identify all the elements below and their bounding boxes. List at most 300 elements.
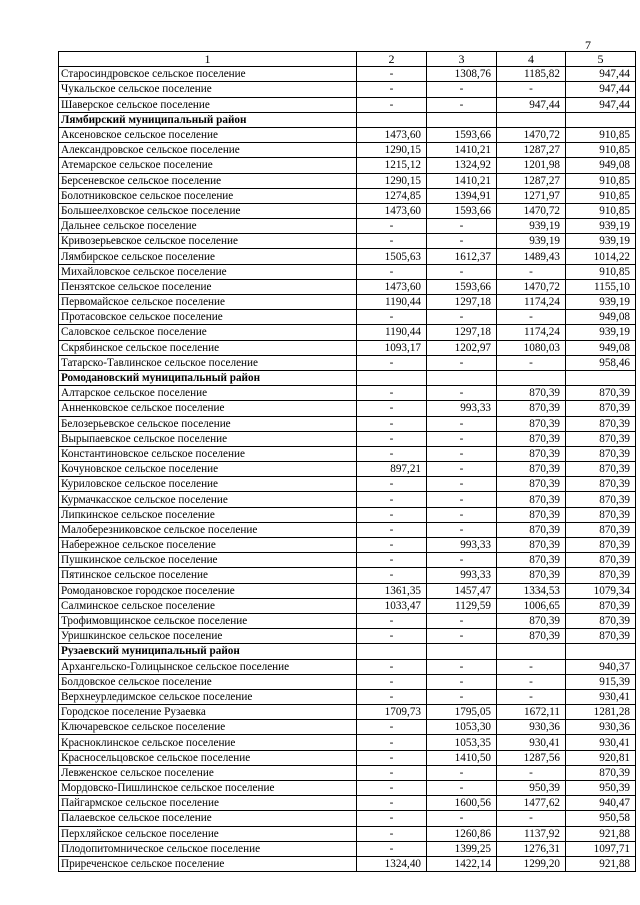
value-cell-col-3: 1297,18	[427, 325, 497, 340]
settlement-name: Красносельцовское сельское поселение	[59, 750, 357, 765]
value-cell-col-3: -	[427, 219, 497, 234]
value-cell-col-3: -	[427, 97, 497, 112]
value-cell-col-3: 1399,25	[427, 841, 497, 856]
value-cell-col-3: -	[427, 765, 497, 780]
value-cell-col-4: 1299,20	[497, 856, 566, 871]
table-row	[59, 735, 636, 750]
value-cell-col-4: 1174,24	[497, 325, 566, 340]
value-cell-col-5: 921,88	[566, 826, 636, 841]
value-cell-col-3: -	[427, 811, 497, 826]
district-section-row	[59, 112, 636, 127]
settlement-name: Аксеновское сельское поселение	[59, 127, 357, 142]
table-row	[59, 796, 636, 811]
settlement-name: Болотниковское сельское поселение	[59, 188, 357, 203]
settlement-name: Скрябинское сельское поселение	[59, 340, 357, 355]
value-cell-col-5: 949,08	[566, 340, 636, 355]
value-cell-col-2: 1505,63	[357, 249, 427, 264]
value-cell-col-4	[497, 644, 566, 659]
value-cell-col-5: 870,39	[566, 629, 636, 644]
value-cell-col-2: -	[357, 386, 427, 401]
value-cell-col-2: 1093,17	[357, 340, 427, 355]
value-cell-col-2: -	[357, 507, 427, 522]
value-cell-col-2: 1473,60	[357, 203, 427, 218]
value-cell-col-4: 870,39	[497, 538, 566, 553]
value-cell-col-4: 870,39	[497, 613, 566, 628]
column-header-5: 5	[566, 52, 636, 67]
value-cell-col-4: 870,39	[497, 553, 566, 568]
value-cell-col-2: -	[357, 67, 427, 82]
table-row	[59, 249, 636, 264]
table-row	[59, 462, 636, 477]
value-cell-col-3: 993,33	[427, 538, 497, 553]
value-cell-col-2: -	[357, 811, 427, 826]
value-cell-col-4: 870,39	[497, 446, 566, 461]
table-row	[59, 264, 636, 279]
value-cell-col-2: -	[357, 674, 427, 689]
value-cell-col-3: 1422,14	[427, 856, 497, 871]
value-cell-col-3: -	[427, 674, 497, 689]
table-row	[59, 826, 636, 841]
value-cell-col-5: 949,08	[566, 158, 636, 173]
value-cell-col-5: 940,47	[566, 796, 636, 811]
value-cell-col-2: -	[357, 431, 427, 446]
value-cell-col-3: 1612,37	[427, 249, 497, 264]
table-row	[59, 629, 636, 644]
table-row	[59, 750, 636, 765]
district-section-row	[59, 644, 636, 659]
value-cell-col-2: 1473,60	[357, 127, 427, 142]
table-row	[59, 431, 636, 446]
value-cell-col-5: 1155,10	[566, 279, 636, 294]
table-row	[59, 583, 636, 598]
table-header-row	[59, 52, 636, 67]
district-name: Рузаевский муниципальный район	[59, 644, 357, 659]
value-cell-col-5: 870,39	[566, 765, 636, 780]
value-cell-col-4: -	[497, 82, 566, 97]
table-row	[59, 568, 636, 583]
column-header-3: 3	[427, 52, 497, 67]
value-cell-col-4: -	[497, 264, 566, 279]
value-cell-col-5: 947,44	[566, 67, 636, 82]
value-cell-col-2: -	[357, 264, 427, 279]
value-cell-col-2: 1274,85	[357, 188, 427, 203]
value-cell-col-3: -	[427, 264, 497, 279]
value-cell-col-2: -	[357, 629, 427, 644]
value-cell-col-4: -	[497, 689, 566, 704]
value-cell-col-3: -	[427, 355, 497, 370]
value-cell-col-5: 910,85	[566, 188, 636, 203]
value-cell-col-5: 1079,34	[566, 583, 636, 598]
value-cell-col-4: -	[497, 310, 566, 325]
table-row	[59, 295, 636, 310]
table-row	[59, 279, 636, 294]
value-cell-col-4: -	[497, 355, 566, 370]
value-cell-col-3: -	[427, 629, 497, 644]
value-cell-col-2: -	[357, 841, 427, 856]
value-cell-col-4: 870,39	[497, 629, 566, 644]
page-number: 7	[585, 38, 591, 52]
value-cell-col-4: 1276,31	[497, 841, 566, 856]
settlement-name: Перхляйское сельское поселение	[59, 826, 357, 841]
value-cell-col-5: 910,85	[566, 264, 636, 279]
table-row	[59, 219, 636, 234]
value-cell-col-4: 1287,56	[497, 750, 566, 765]
value-cell-col-2: -	[357, 538, 427, 553]
table-row	[59, 781, 636, 796]
table-row	[59, 67, 636, 82]
value-cell-col-5: 870,39	[566, 446, 636, 461]
settlement-name: Малоберезниковское сельское поселение	[59, 522, 357, 537]
table-row	[59, 492, 636, 507]
value-cell-col-2: -	[357, 613, 427, 628]
value-cell-col-2: -	[357, 826, 427, 841]
value-cell-col-5: 870,39	[566, 431, 636, 446]
table-row	[59, 158, 636, 173]
table-row	[59, 97, 636, 112]
value-cell-col-2: -	[357, 720, 427, 735]
settlement-name: Первомайское сельское поселение	[59, 295, 357, 310]
value-cell-col-3: 1457,47	[427, 583, 497, 598]
value-cell-col-2: -	[357, 492, 427, 507]
value-cell-col-4: 1287,27	[497, 173, 566, 188]
table-row	[59, 841, 636, 856]
table-row	[59, 507, 636, 522]
settlement-name: Кочуновское сельское поселение	[59, 462, 357, 477]
settlement-name: Курмачкасское сельское поселение	[59, 492, 357, 507]
column-header-4: 4	[497, 52, 566, 67]
value-cell-col-4: 870,39	[497, 477, 566, 492]
value-cell-col-2	[357, 370, 427, 385]
value-cell-col-2: -	[357, 477, 427, 492]
value-cell-col-5	[566, 644, 636, 659]
value-cell-col-5: 930,41	[566, 689, 636, 704]
tariff-table	[58, 51, 636, 872]
value-cell-col-4: 870,39	[497, 416, 566, 431]
settlement-name: Уришкинское сельское поселение	[59, 629, 357, 644]
column-header-2: 2	[357, 52, 427, 67]
value-cell-col-2: -	[357, 522, 427, 537]
settlement-name: Салминское сельское поселение	[59, 598, 357, 613]
value-cell-col-5: 870,39	[566, 613, 636, 628]
value-cell-col-4: -	[497, 659, 566, 674]
settlement-name: Левженское сельское поселение	[59, 765, 357, 780]
settlement-name: Мордовско-Пишлинское сельское поселение	[59, 781, 357, 796]
value-cell-col-2: 1473,60	[357, 279, 427, 294]
value-cell-col-2: 1290,15	[357, 173, 427, 188]
value-cell-col-5: 939,19	[566, 325, 636, 340]
value-cell-col-3: -	[427, 522, 497, 537]
table-row	[59, 355, 636, 370]
value-cell-col-4: 870,39	[497, 568, 566, 583]
value-cell-col-4: 870,39	[497, 462, 566, 477]
settlement-name: Берсеневское сельское поселение	[59, 173, 357, 188]
value-cell-col-2: 1215,12	[357, 158, 427, 173]
district-section-row	[59, 370, 636, 385]
value-cell-col-5: 1097,71	[566, 841, 636, 856]
value-cell-col-5: 910,85	[566, 127, 636, 142]
value-cell-col-4: 930,41	[497, 735, 566, 750]
value-cell-col-5: 870,39	[566, 492, 636, 507]
settlement-name: Атемарское сельское поселение	[59, 158, 357, 173]
value-cell-col-2: 1190,44	[357, 295, 427, 310]
value-cell-col-4: -	[497, 811, 566, 826]
value-cell-col-4: 870,39	[497, 522, 566, 537]
value-cell-col-3: -	[427, 613, 497, 628]
table-row	[59, 598, 636, 613]
settlement-name: Чукальское сельское поселение	[59, 82, 357, 97]
value-cell-col-2: -	[357, 765, 427, 780]
settlement-name: Верхнеурледимское сельское поселение	[59, 689, 357, 704]
value-cell-col-4: 1470,72	[497, 127, 566, 142]
settlement-name: Набережное сельское поселение	[59, 538, 357, 553]
table-row	[59, 613, 636, 628]
value-cell-col-3: 1410,50	[427, 750, 497, 765]
value-cell-col-4: 950,39	[497, 781, 566, 796]
value-cell-col-2: -	[357, 310, 427, 325]
district-name: Ромодановский муниципальный район	[59, 370, 357, 385]
district-name: Лямбирский муниципальный район	[59, 112, 357, 127]
value-cell-col-5: 870,39	[566, 386, 636, 401]
settlement-name: Ромодановское городское поселение	[59, 583, 357, 598]
value-cell-col-3: 1410,21	[427, 143, 497, 158]
table-row	[59, 127, 636, 142]
value-cell-col-3: 1600,56	[427, 796, 497, 811]
value-cell-col-5: 930,41	[566, 735, 636, 750]
table-row	[59, 401, 636, 416]
value-cell-col-3: 1593,66	[427, 203, 497, 218]
value-cell-col-3: -	[427, 234, 497, 249]
settlement-name: Михайловское сельское поселение	[59, 264, 357, 279]
value-cell-col-5: 870,39	[566, 522, 636, 537]
value-cell-col-5: 940,37	[566, 659, 636, 674]
settlement-name: Вырыпаевское сельское поселение	[59, 431, 357, 446]
settlement-name: Красноклинское сельское поселение	[59, 735, 357, 750]
value-cell-col-5: 870,39	[566, 553, 636, 568]
settlement-name: Протасовское сельское поселение	[59, 310, 357, 325]
value-cell-col-5: 950,58	[566, 811, 636, 826]
column-header-1: 1	[59, 52, 357, 67]
value-cell-col-2: -	[357, 796, 427, 811]
value-cell-col-3: 993,33	[427, 568, 497, 583]
value-cell-col-2: 1290,15	[357, 143, 427, 158]
value-cell-col-4: 1489,43	[497, 249, 566, 264]
value-cell-col-2: -	[357, 219, 427, 234]
settlement-name: Анненковское сельское поселение	[59, 401, 357, 416]
value-cell-col-5: 915,39	[566, 674, 636, 689]
value-cell-col-4: 870,39	[497, 507, 566, 522]
value-cell-col-3: -	[427, 781, 497, 796]
table-row	[59, 203, 636, 218]
value-cell-col-3: -	[427, 553, 497, 568]
value-cell-col-5: 1014,22	[566, 249, 636, 264]
table-row	[59, 538, 636, 553]
settlement-name: Пензятское сельское поселение	[59, 279, 357, 294]
value-cell-col-2: 1361,35	[357, 583, 427, 598]
value-cell-col-4: 1174,24	[497, 295, 566, 310]
value-cell-col-4: 1334,53	[497, 583, 566, 598]
value-cell-col-3: 1053,30	[427, 720, 497, 735]
settlement-name: Болдовское сельское поселение	[59, 674, 357, 689]
value-cell-col-5: 939,19	[566, 219, 636, 234]
value-cell-col-5: 870,39	[566, 477, 636, 492]
value-cell-col-2: 1033,47	[357, 598, 427, 613]
value-cell-col-2: -	[357, 553, 427, 568]
value-cell-col-3: -	[427, 446, 497, 461]
value-cell-col-4: 1271,97	[497, 188, 566, 203]
table-row	[59, 553, 636, 568]
table-row	[59, 659, 636, 674]
settlement-name: Городское поселение Рузаевка	[59, 705, 357, 720]
value-cell-col-4: 939,19	[497, 234, 566, 249]
value-cell-col-3: -	[427, 82, 497, 97]
value-cell-col-2: -	[357, 735, 427, 750]
value-cell-col-5: 949,08	[566, 310, 636, 325]
table-row	[59, 765, 636, 780]
value-cell-col-3: 1795,05	[427, 705, 497, 720]
value-cell-col-4	[497, 112, 566, 127]
value-cell-col-5: 920,81	[566, 750, 636, 765]
settlement-name: Саловское сельское поселение	[59, 325, 357, 340]
value-cell-col-2: -	[357, 234, 427, 249]
value-cell-col-4: 1470,72	[497, 203, 566, 218]
value-cell-col-3: 1324,92	[427, 158, 497, 173]
value-cell-col-5: 947,44	[566, 82, 636, 97]
settlement-name: Трофимовщинское сельское поселение	[59, 613, 357, 628]
settlement-name: Белозерьевское сельское поселение	[59, 416, 357, 431]
value-cell-col-3: 1593,66	[427, 127, 497, 142]
value-cell-col-2: -	[357, 82, 427, 97]
value-cell-col-5: 870,39	[566, 401, 636, 416]
value-cell-col-4: 870,39	[497, 386, 566, 401]
value-cell-col-3: 1260,86	[427, 826, 497, 841]
value-cell-col-2: -	[357, 401, 427, 416]
settlement-name: Александровское сельское поселение	[59, 143, 357, 158]
value-cell-col-3: 993,33	[427, 401, 497, 416]
value-cell-col-4: 1080,03	[497, 340, 566, 355]
table-row	[59, 689, 636, 704]
value-cell-col-5: 910,85	[566, 173, 636, 188]
value-cell-col-2: -	[357, 689, 427, 704]
value-cell-col-4: -	[497, 765, 566, 780]
value-cell-col-2: -	[357, 416, 427, 431]
settlement-name: Ключаревское сельское поселение	[59, 720, 357, 735]
value-cell-col-2: -	[357, 97, 427, 112]
table-row	[59, 856, 636, 871]
value-cell-col-4: 1287,27	[497, 143, 566, 158]
table-row	[59, 522, 636, 537]
value-cell-col-2: -	[357, 781, 427, 796]
value-cell-col-3: 1129,59	[427, 598, 497, 613]
table-row	[59, 234, 636, 249]
value-cell-col-3: 1202,97	[427, 340, 497, 355]
table-row	[59, 416, 636, 431]
settlement-name: Пушкинское сельское поселение	[59, 553, 357, 568]
value-cell-col-2: -	[357, 446, 427, 461]
value-cell-col-3: 1394,91	[427, 188, 497, 203]
value-cell-col-4: 1201,98	[497, 158, 566, 173]
value-cell-col-3: -	[427, 689, 497, 704]
table-row	[59, 811, 636, 826]
value-cell-col-2	[357, 644, 427, 659]
table-row	[59, 340, 636, 355]
value-cell-col-5: 939,19	[566, 295, 636, 310]
value-cell-col-3: -	[427, 477, 497, 492]
table-row	[59, 386, 636, 401]
value-cell-col-3: -	[427, 386, 497, 401]
value-cell-col-3	[427, 370, 497, 385]
value-cell-col-2	[357, 112, 427, 127]
settlement-name: Константиновское сельское поселение	[59, 446, 357, 461]
value-cell-col-2: -	[357, 355, 427, 370]
settlement-name: Кривозерьевское сельское поселение	[59, 234, 357, 249]
value-cell-col-3: 1308,76	[427, 67, 497, 82]
value-cell-col-5	[566, 112, 636, 127]
value-cell-col-2: 1324,40	[357, 856, 427, 871]
value-cell-col-3	[427, 644, 497, 659]
value-cell-col-4: -	[497, 674, 566, 689]
value-cell-col-4: 1672,11	[497, 705, 566, 720]
value-cell-col-4: 870,39	[497, 401, 566, 416]
table-row	[59, 674, 636, 689]
settlement-name: Старосиндровское сельское поселение	[59, 67, 357, 82]
value-cell-col-5: 910,85	[566, 203, 636, 218]
settlement-name: Татарско-Тавлинское сельское поселение	[59, 355, 357, 370]
value-cell-col-5: 870,39	[566, 507, 636, 522]
value-cell-col-3: -	[427, 492, 497, 507]
value-cell-col-4: 1137,92	[497, 826, 566, 841]
table-row	[59, 446, 636, 461]
value-cell-col-5: 958,46	[566, 355, 636, 370]
table-row	[59, 310, 636, 325]
value-cell-col-5: 870,39	[566, 538, 636, 553]
settlement-name: Плодопитомническое сельское поселение	[59, 841, 357, 856]
value-cell-col-3: 1053,35	[427, 735, 497, 750]
settlement-name: Шаверское сельское поселение	[59, 97, 357, 112]
value-cell-col-5: 1281,28	[566, 705, 636, 720]
value-cell-col-5: 930,36	[566, 720, 636, 735]
value-cell-col-3: 1297,18	[427, 295, 497, 310]
value-cell-col-2: 897,21	[357, 462, 427, 477]
value-cell-col-5: 870,39	[566, 462, 636, 477]
value-cell-col-5: 870,39	[566, 598, 636, 613]
table-row	[59, 705, 636, 720]
table-row	[59, 173, 636, 188]
value-cell-col-2: -	[357, 750, 427, 765]
value-cell-col-5: 870,39	[566, 416, 636, 431]
value-cell-col-3: -	[427, 462, 497, 477]
value-cell-col-3: -	[427, 431, 497, 446]
settlement-name: Пайгармское сельское поселение	[59, 796, 357, 811]
value-cell-col-3: -	[427, 507, 497, 522]
value-cell-col-4: 930,36	[497, 720, 566, 735]
table-row	[59, 720, 636, 735]
value-cell-col-3: 1410,21	[427, 173, 497, 188]
value-cell-col-5: 950,39	[566, 781, 636, 796]
settlement-name: Большеелховское сельское поселение	[59, 203, 357, 218]
value-cell-col-5	[566, 370, 636, 385]
settlement-name: Алтарское сельское поселение	[59, 386, 357, 401]
value-cell-col-4: 1470,72	[497, 279, 566, 294]
table-row	[59, 188, 636, 203]
value-cell-col-2: 1709,73	[357, 705, 427, 720]
value-cell-col-5: 870,39	[566, 568, 636, 583]
value-cell-col-4: 1006,65	[497, 598, 566, 613]
value-cell-col-3: -	[427, 659, 497, 674]
settlement-name: Дальнее сельское поселение	[59, 219, 357, 234]
settlement-name: Приреченское сельское поселение	[59, 856, 357, 871]
value-cell-col-5: 910,85	[566, 143, 636, 158]
value-cell-col-3: -	[427, 416, 497, 431]
